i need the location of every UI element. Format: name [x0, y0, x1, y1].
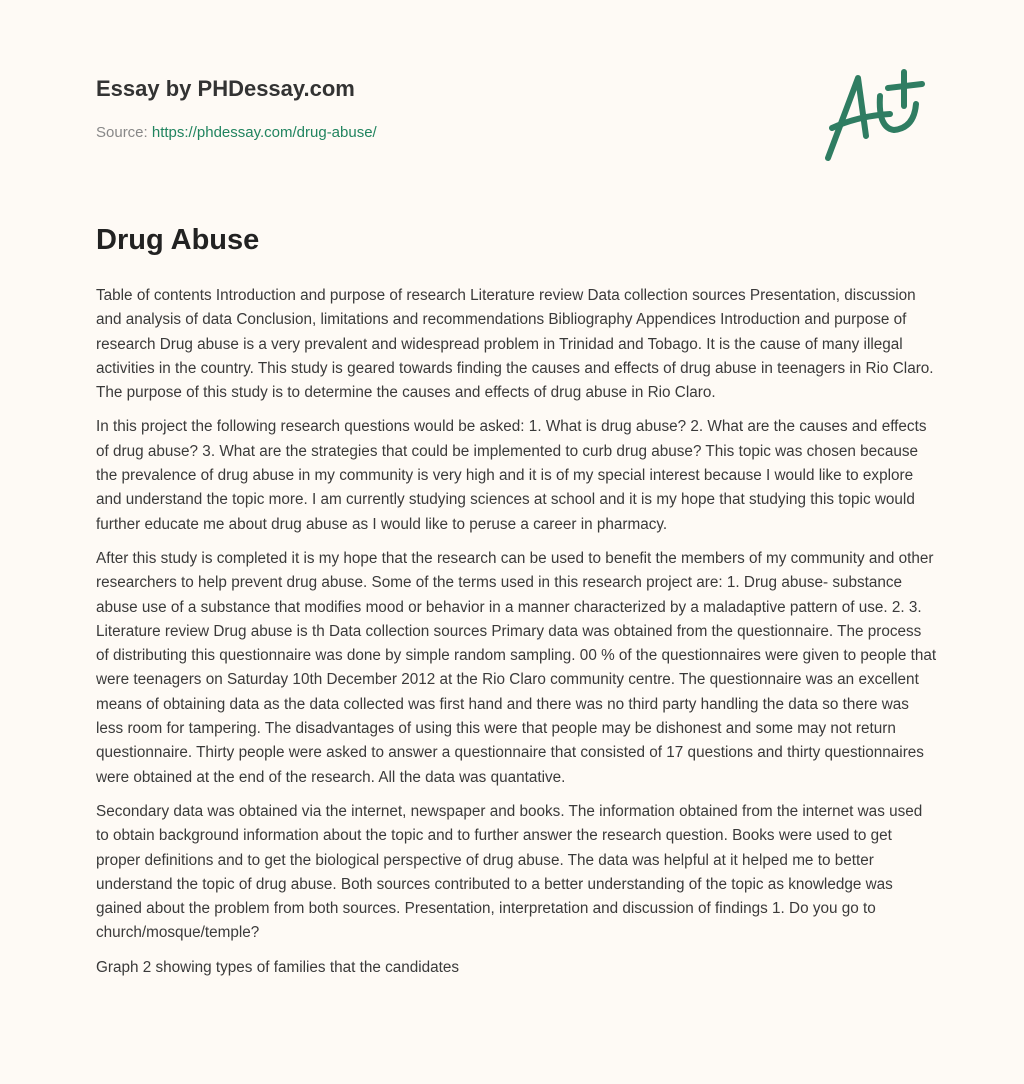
paragraph: Secondary data was obtained via the internet, newspaper and books. The information obtained from the internet was used to obtain background information about the topic and to further answer the research question. Books were used to get proper definitions and to get the biological perspective of drug abuse. The data was helpful at it helped me to better understand the topic of drug abuse. Both sources contributed to a better understanding of the topic as knowledge was gained about the problem from both sources. Presentation, interpretation and discussion of findings 1. Do you go to church/mosque/temple?	[96, 802, 923, 942]
paragraph: In this project the following research questions would be asked: 1. What is drug abuse? 2. What are the causes and effects of drug abuse? 3. What are the strategies that could be implemented to curb drug abuse? This topic was chosen because the prevalence of drug abuse in my community is very high and it is of my special interest because I would like to explore and understand the topic more. I am currently studying sciences at school and it is my hope that studying this topic would further educate me about drug abuse as I would like to peruse a career in pharmacy.	[96, 418, 927, 533]
source-label: Source:	[96, 124, 148, 141]
article-title: Drug Abuse	[96, 224, 260, 256]
a-plus-logo-icon	[818, 66, 928, 166]
source-line	[96, 124, 377, 141]
paragraph: Graph 2 showing types of families that the candidates	[96, 958, 460, 976]
paragraph: Table of contents Introduction and purpose of research Literature review Data collection sources Presentation, discussion and analysis of data Conclusion, limitations and recommendations Bibliography Appendices Introduction and purpose of research Drug abuse is a very prevalent and widespread problem in Trinidad and Tobago. It is the cause of many illegal activities in the country. This study is geared towards finding the causes and effects of drug abuse in teenagers in Rio Claro. The purpose of this study is to determine the causes and effects of drug abuse in Rio Claro.	[96, 287, 934, 402]
paragraph: After this study is completed it is my hope that the research can be used to benefit the members of my community and other researchers to help prevent drug abuse. Some of the terms used in this research project are: 1. Drug abuse- substance abuse use of a substance that modifies mood or behavior in a manner characterized by a maladaptive pattern of use. 2. 3. Literature review Drug abuse is th Data collection sources Primary data was obtained from the questionnaire. The process of distributing this questionnaire was done by simple random sampling. 00 % of the questionnaires were given to people that were teenagers on Saturday 10th December 2012 at the Rio Claro community centre. The questionnaire was an excellent means of obtaining data as the data collected was first hand and there was no third party handling the data so there was less room for tampering. The disadvantages of using this were that people may be dishonest and some may not return questionnaire. Thirty people were asked to answer a questionnaire that consisted of 17 questions and thirty questionnaires were obtained at the end of the research. All the data was quantative.	[96, 549, 937, 786]
article-body	[96, 284, 938, 990]
site-brand: Essay by PHDessay.com	[96, 76, 355, 101]
source-link[interactable]: https://phdessay.com/drug-abuse/	[151, 124, 377, 141]
